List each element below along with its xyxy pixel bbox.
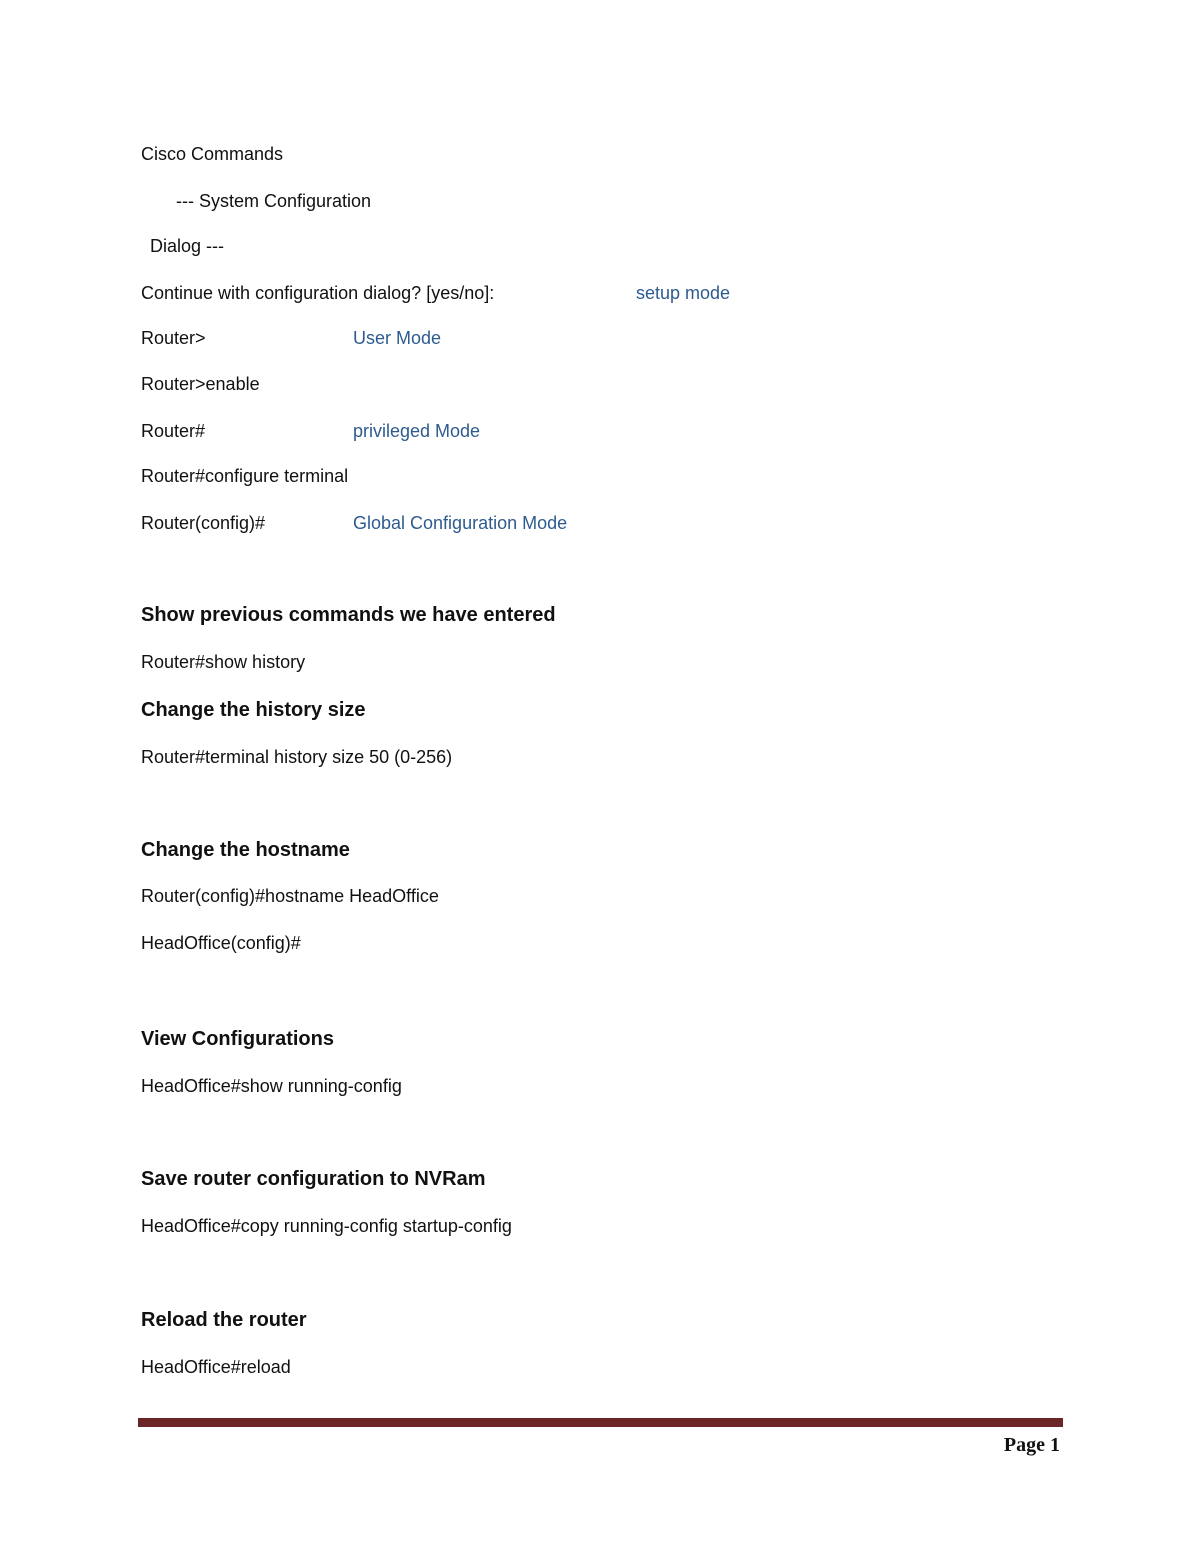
command-hostname-result: HeadOffice(config)# <box>141 933 301 953</box>
prompt-configure-terminal: Router#configure terminal <box>141 466 349 486</box>
section-heading-save-config: Save router configuration to NVRam <box>141 1168 486 1190</box>
mode-label-user: User Mode <box>353 328 442 348</box>
prompt-setup-dialog: Continue with configuration dialog? [yes/no]: <box>141 283 495 303</box>
mode-label-privileged: privileged Mode <box>353 421 481 441</box>
prompt-enable: Router>enable <box>141 374 260 394</box>
document-title: Cisco Commands <box>141 144 284 164</box>
prompt-privileged-mode: Router# <box>141 421 206 441</box>
command-reload: HeadOffice#reload <box>141 1357 291 1377</box>
command-hostname: Router(config)#hostname HeadOffice <box>141 886 439 906</box>
section-heading-history-size: Change the history size <box>141 699 366 721</box>
mode-label-global-config: Global Configuration Mode <box>353 513 568 533</box>
dialog-header-line-2: Dialog --- <box>150 236 225 256</box>
command-history-size: Router#terminal history size 50 (0-256) <box>141 747 453 767</box>
section-heading-reload: Reload the router <box>141 1309 307 1331</box>
section-heading-view-config: View Configurations <box>141 1028 334 1050</box>
section-heading-hostname: Change the hostname <box>141 839 350 861</box>
section-heading-show-history: Show previous commands we have entered <box>141 604 556 626</box>
command-copy-config: HeadOffice#copy running-config startup-config <box>141 1216 512 1236</box>
footer-rule <box>138 1418 1063 1427</box>
prompt-global-config: Router(config)# <box>141 513 266 533</box>
prompt-user-mode: Router> <box>141 328 206 348</box>
command-show-history: Router#show history <box>141 652 306 672</box>
mode-label-setup: setup mode <box>636 283 731 303</box>
command-show-running-config: HeadOffice#show running-config <box>141 1076 402 1096</box>
page-number: Page 1 <box>1003 1434 1060 1456</box>
dialog-header-line-1: --- System Configuration <box>176 191 372 211</box>
